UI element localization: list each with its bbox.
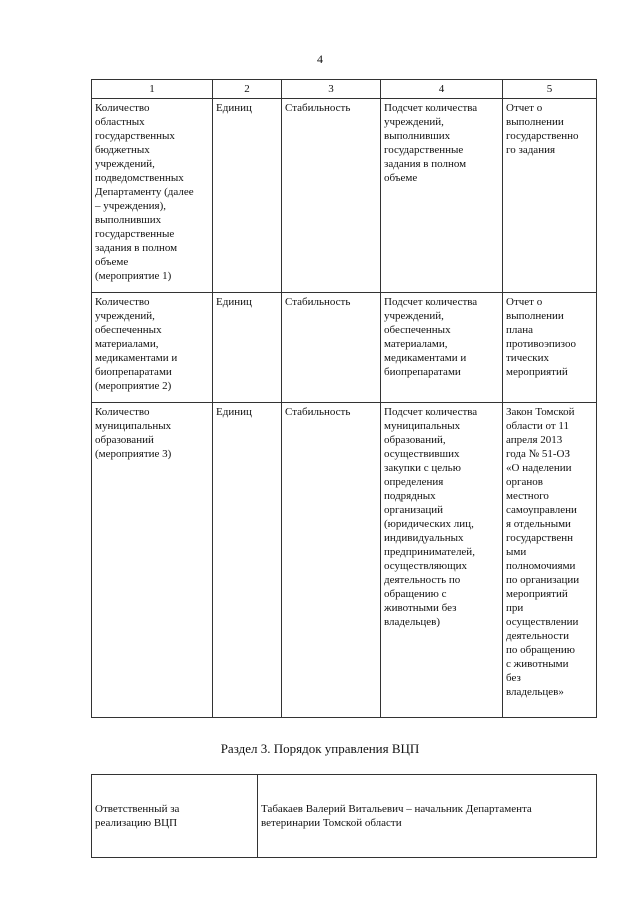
page-number: 4 [317,52,323,66]
unit-text: Единиц [216,296,252,308]
method-text: Подсчет количества учреждений, выполнивших государственные задания в полном объеме [384,102,478,184]
table-row [92,775,597,858]
source-cell [503,293,597,403]
column-header-2: 2 [213,80,282,99]
method-text: Подсчет количества муниципальных образований, осуществивших закупки с целью определения подрядных организаций (юридических лиц, индивидуальных предпринимателей, осуществляющих деятельность по обращению с животными без владельцев) [384,406,478,628]
type-text: Стабильность [285,296,351,308]
unit-cell [213,99,282,293]
source-cell [503,403,597,718]
source-cell [503,99,597,293]
type-cell [282,293,381,403]
type-text: Стабильность [285,102,351,114]
management-table [91,774,597,858]
source-text: Закон Томской области от 11 апреля 2013 года № 51-ОЗ «О наделении органов местного самоуправлени я отдельными государственн ыми полномочиями по организации мероприятий при осуществлении деятельности по обращению с животными без владельцев» [506,406,580,698]
table-header-row [92,80,597,99]
table-row [92,293,597,403]
unit-text: Единиц [216,406,252,418]
type-cell [282,99,381,293]
section-title: Раздел 3. Порядок управления ВЦП [220,741,420,756]
method-cell [381,99,503,293]
type-text: Стабильность [285,406,351,418]
responsible-label: Ответственный за реализацию ВЦП [95,803,180,829]
method-cell [381,293,503,403]
source-text: Отчет о выполнении государственно го задания [506,102,579,156]
responsible-value: Табакаев Валерий Витальевич – начальник Департамента ветеринарии Томской области [261,803,532,829]
method-cell [381,403,503,718]
responsible-value-cell [258,775,597,858]
table-row [92,403,597,718]
indicator-text: Количество областных государственных бюджетных учреждений, подведомственных Департаменту (далее – учреждения), выполнивших государственные задания в полном объеме (мероприятие 1) [95,102,194,282]
column-header-4: 4 [381,80,503,99]
indicators-table [91,79,597,718]
indicator-text: Количество муниципальных образований (мероприятие 3) [95,406,172,460]
indicator-text: Количество учреждений, обеспеченных материалами, медикаментами и биопрепаратами (мероприятие 2) [95,296,178,392]
column-header-1: 1 [92,80,213,99]
indicator-cell [92,293,213,403]
unit-cell [213,293,282,403]
table-row [92,99,597,293]
method-text: Подсчет количества учреждений, обеспеченных материалами, медикаментами и биопрепаратами [384,296,478,378]
column-header-3: 3 [282,80,381,99]
source-text: Отчет о выполнении плана противоэпизоо тических мероприятий [506,296,576,378]
unit-cell [213,403,282,718]
responsible-label-cell [92,775,258,858]
indicator-cell [92,99,213,293]
column-header-5: 5 [503,80,597,99]
unit-text: Единиц [216,102,252,114]
indicator-cell [92,403,213,718]
type-cell [282,403,381,718]
